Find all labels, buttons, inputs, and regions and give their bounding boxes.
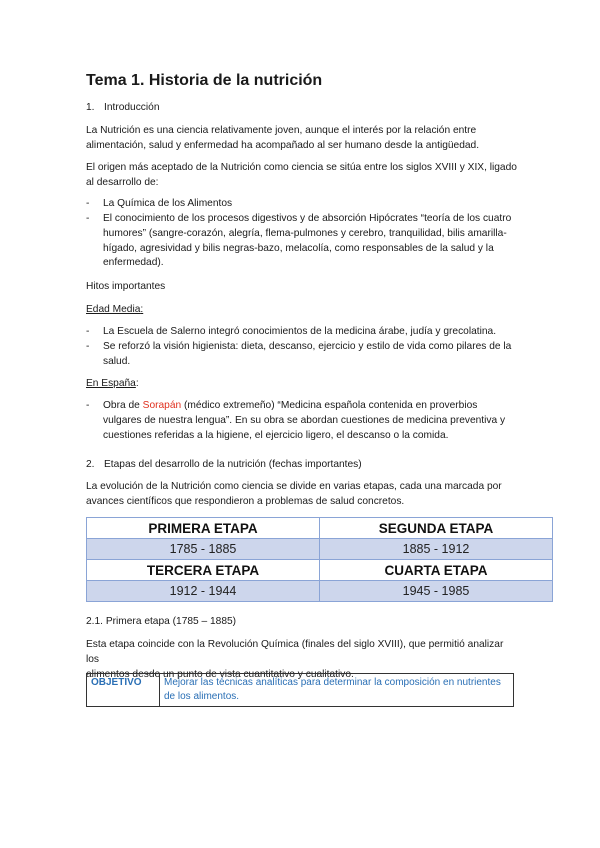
- text-line: salud.: [103, 355, 131, 367]
- hitos-heading: Hitos importantes: [86, 281, 166, 292]
- text-line: humores” (sangre-corazón, alegría, flema-pulmones y cerebro, tranquilidad, bilis amarilla-: [103, 227, 507, 239]
- table-cell: CUARTA ETAPA: [320, 560, 553, 581]
- text-line: alimentos desde un punto de vista cuantitativo y cualitativo.: [86, 668, 354, 680]
- paragraph-origin: [86, 161, 518, 191]
- table-cell: TERCERA ETAPA: [87, 560, 320, 581]
- text-segment: (médico extremeño) “Medicina española contenida en proverbios: [181, 400, 478, 411]
- section-label: Introducción: [104, 102, 160, 113]
- text-line: Esta etapa coincide con la Revolución Química (finales del siglo XVIII), que permitió analizar los: [86, 639, 504, 665]
- text-line: al desarrollo de:: [86, 176, 159, 188]
- underlined-label: En España: [86, 378, 136, 389]
- section-2-heading: [86, 459, 362, 470]
- text-line: alimentación, salud y enfermedad ha acompañado al ser humano desde la antigüedad.: [86, 139, 480, 151]
- paragraph-intro: [86, 124, 518, 154]
- section-label: Etapas del desarrollo de la nutrición (fechas importantes): [104, 459, 362, 470]
- table-cell: 1912 - 1944: [87, 581, 320, 602]
- paragraph-etapas: [86, 480, 518, 510]
- text-line: de los alimentos.: [164, 691, 240, 702]
- objetivo-label: OBJETIVO: [87, 674, 160, 707]
- text-line: La Nutrición es una ciencia relativamente joven, aunque el interés por la relación entre: [86, 125, 477, 136]
- table-cell: 1785 - 1885: [87, 539, 320, 560]
- label-suffix: :: [135, 378, 139, 389]
- text-line: La evolución de la Nutrición como ciencia se divide en varias etapas, cada una marcada por: [86, 481, 502, 492]
- text-line: Mejorar las técnicas analíticas para determinar la composición en nutrientes: [164, 677, 501, 688]
- text-line: La Escuela de Salerno integró conocimientos de la medicina árabe, judía y grecolatina.: [103, 326, 497, 337]
- table-cell: 1885 - 1912: [320, 539, 553, 560]
- document-page: Tema 1. Historia de la nutrición 1. Introducción La Nutrición es una ciencia relativamente joven, aunque el interés por la relación entre alimentación, salud y enfermedad ha acompañado al ser humano desde la antigüedad. El origen más aceptado de la Nutrición como ciencia se sitúa entre los siglos XVIII y XIX, ligado al desarrollo de: - La Química de los Alimentos - El conocimiento de los procesos digestivos y de absorción Hipócrates “teoría de los cuatro humores” (sangre-corazón, alegría, flema-pulmones y cerebro, tranquilidad, bilis amarilla- hígado, agresividad y bilis negras-bazo, melacolía, como responsables de la salud y la enfermedad). Hitos importantes Edad Media: - La Escuela de Salerno integró conocimientos de la medicina árabe, judía y grecolatina. - Se reforzó la visión higienista: dieta, descanso, ejercicio y estilo de vida como pilares de la salud. En España: - Obra de Sorapán (médico extremeño) “Medicina española contenida en proverbios vulgares de nuestra lengua”. En su obra se abordan cuestiones de medicina preventiva y cuestiones referidas a la higiene, el ejercicio ligero, el descanso o la comida. 2. Etapas del desarrollo de la nutrición (fechas importantes) La evolución de la Nutrición como ciencia se divide en varias etapas, cada una marcada por avances científicos que respondieron a problemas de salud concretos. PRIMERA ETAPA SEGUNDA ETAPA 1785 - 1885 1885 - 1912 TERCERA ETAPA CUARTA ETAPA 1912 - 1944 1945 - 1985 2.1. Primera etapa (1785 – 1885) Esta etapa coincide con la Revolución Química (finales del siglo XVIII), que permitió analizar los alimentos desde un punto de vista cuantitativo y cualitativo. OBJETIVO Mejorar las técnicas analíticas para determinar la composición en nutrientes de los alimentos.: [0, 0, 600, 848]
- page-title: Tema 1. Historia de la nutrición: [86, 72, 323, 89]
- etapas-table: [86, 517, 553, 602]
- text-line: avances científicos que respondieron a problemas de salud concretos.: [86, 495, 405, 507]
- underlined-label: Edad Media: [86, 304, 141, 315]
- section-1-heading: [86, 102, 160, 113]
- label-suffix: :: [140, 304, 144, 315]
- text-line: La Química de los Alimentos: [103, 198, 233, 209]
- objetivo-table: [86, 673, 514, 707]
- edad-media-heading: [86, 303, 518, 318]
- espana-heading: [86, 377, 518, 392]
- text-line: Se reforzó la visión higienista: dieta, descanso, ejercicio y estilo de vida como pilares de la: [103, 341, 512, 352]
- table-cell: 1945 - 1985: [320, 581, 553, 602]
- text-segment: Obra de: [103, 400, 143, 411]
- table-cell: PRIMERA ETAPA: [87, 518, 320, 539]
- table-cell: SEGUNDA ETAPA: [320, 518, 553, 539]
- section-number: 2.: [86, 459, 95, 470]
- highlighted-name: Sorapán: [142, 400, 182, 411]
- text-line: cuestiones referidas a la higiene, el ejercicio ligero, el descanso o la comida.: [103, 429, 449, 441]
- text-line: El origen más aceptado de la Nutrición como ciencia se sitúa entre los siglos XVIII y XIX, ligado: [86, 162, 517, 173]
- text-line: enfermedad).: [103, 257, 164, 269]
- section-number: 1.: [86, 102, 95, 113]
- text-line: El conocimiento de los procesos digestivos y de absorción Hipócrates “teoría de los cuatro: [103, 213, 512, 224]
- subsection-2-1-heading: 2.1. Primera etapa (1785 – 1885): [86, 616, 237, 627]
- text-line: [103, 399, 516, 414]
- text-line: vulgares de nuestra lengua”. En su obra se abordan cuestiones de medicina preventiva y: [103, 414, 506, 426]
- text-line: hígado, agresividad y bilis negras-bazo, melacolía, como responsables de la salud y la: [103, 242, 494, 254]
- objetivo-text: [160, 674, 514, 707]
